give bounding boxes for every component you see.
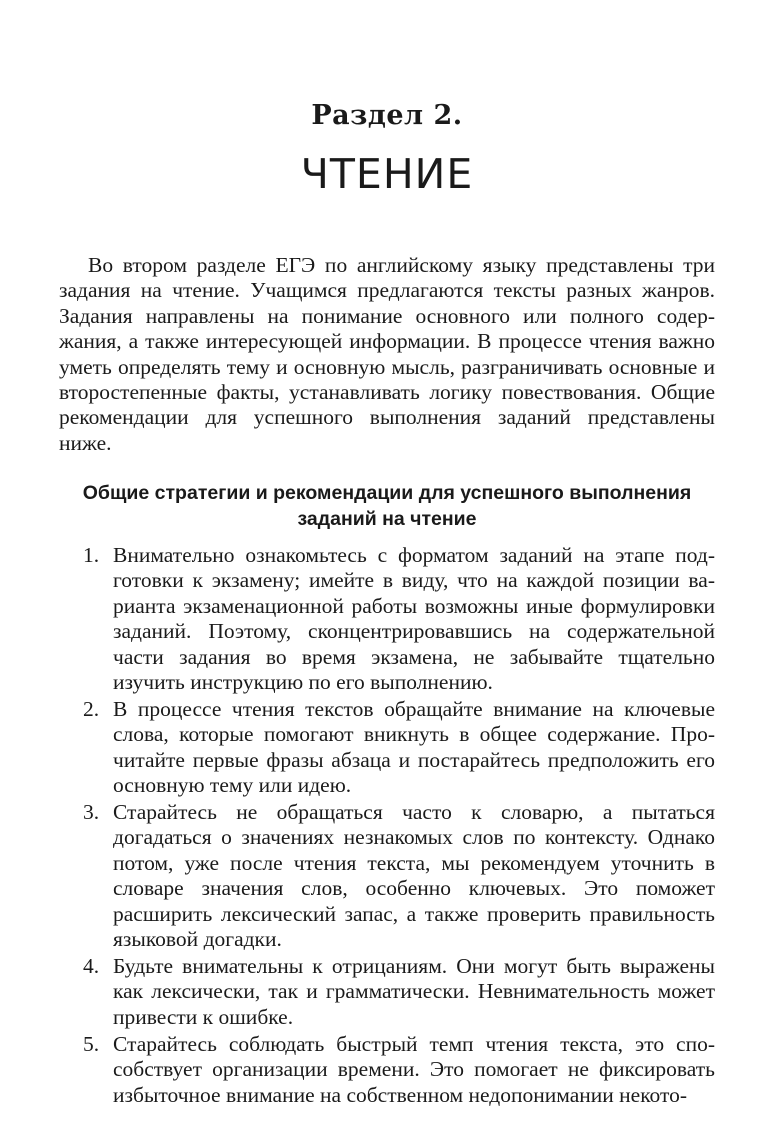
intro-paragraph: Во втором разделе ЕГЭ по английскому языку представлены три задания на чтение. Учащимся предлагаются тексты разных жанров. Задания направлены на понимание основного или полного содержания, а также интересующей информации. В процессе чтения важно уметь определять тему и основную мысль, разграничивать основные и второстепенные факты, устанавливать логику повествования. Общие рекомендации для успешного выполнения заданий представлены ниже.	[59, 253, 715, 455]
list-item-number: 1.	[83, 543, 100, 567]
list-item-text: Старайтесь не обращаться часто к словарю, а пытаться догадаться о значениях незнакомых слов по контексту. Однако потом, уже после чтения текста, мы рекомендуем уточнить в словаре значения слов, особенно ключевых. Это поможет расширить лексический запас, а также проверить правильность языковой догадки.	[113, 800, 715, 952]
section-title: ЧТЕНИЕ	[300, 150, 474, 198]
list-item-text: Внимательно ознакомьтесь с форматом заданий на этапе подготовки к экзамену; имейте в виду, что на каждой позиции варианта экзаменационной работы возможны иные формулировки заданий. Поэтому, сконцентрировавшись на содержательной части задания во время экзамена, не забывайте тщательно изучить инструкцию по его выполнению.	[113, 543, 715, 695]
list-item-number: 4.	[83, 954, 100, 978]
strategies-heading-line2: заданий на чтение	[297, 508, 477, 530]
list-item-text: Старайтесь соблюдать быстрый темп чтения текста, это способствует организации времени. Это помогает не фиксировать избыточное внимание на собственном недопонимании некото-	[113, 1031, 715, 1107]
list-item-number: 3.	[83, 800, 100, 825]
list-item	[59, 543, 715, 695]
list-item-text: Будьте внимательны к отрицаниям. Они могут быть выражены как лексически, так и грамматически. Невнимательность может привести к ошибке.	[113, 954, 715, 1029]
strategies-heading	[59, 480, 715, 532]
list-item	[59, 954, 715, 1030]
strategies-list	[59, 543, 715, 1109]
list-item	[59, 1032, 715, 1108]
list-item-number: 5.	[83, 1031, 100, 1056]
list-item-text: В процессе чтения текстов обращайте внимание на ключевые слова, которые помогают вникнуть в общее содержание. Прочитайте первые фразы абзаца и постарайтесь предположить его основную тему или идею.	[113, 696, 715, 798]
list-item-number: 2.	[83, 696, 100, 721]
list-item	[59, 800, 715, 952]
strategies-heading-line1: Общие стратегии и рекомендации для успешного выполнения	[82, 482, 692, 504]
list-item	[59, 697, 715, 799]
section-label: Раздел 2.	[311, 100, 463, 131]
